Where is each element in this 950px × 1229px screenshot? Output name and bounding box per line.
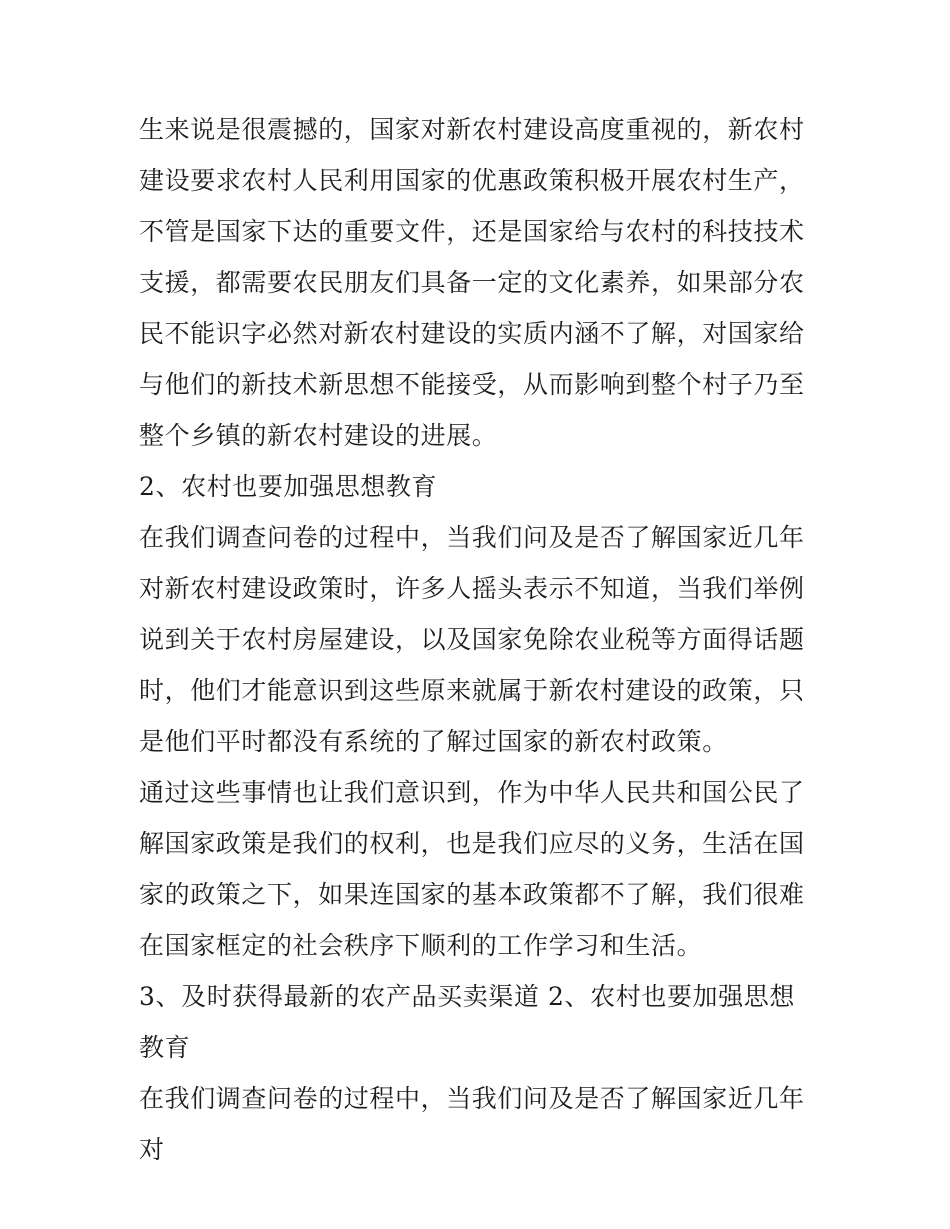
paragraph: 生来说是很震撼的，国家对新农村建设高度重视的，新农村建设要求农村人民利用国家的优惠政策积极开展农村生产，不管是国家下达的重要文件，还是国家给与农村的科技技术支援，都需要农民朋友们具备一定的文化素养，如果部分农民不能识字必然对新农村建设的实质内涵不了解，对国家给与他们的新技术新思想不能接受，从而影响到整个村子乃至整个乡镇的新农村建设的进展。 (139, 115, 805, 450)
document-body (139, 104, 819, 1175)
paragraph: 在我们调查问卷的过程中，当我们问及是否了解国家近几年对 (139, 1084, 805, 1164)
section-heading: 2、农村也要加强思想教育 (139, 472, 438, 501)
paragraph: 通过这些事情也让我们意识到，作为中华人民共和国公民了解国家政策是我们的权利，也是我们应尽的义务，生活在国家的政策之下，如果连国家的基本政策都不了解，我们很难在国家框定的社会秩序下顺利的工作学习和生活。 (139, 778, 805, 960)
section-heading: 3、及时获得最新的农产品买卖渠道 2、农村也要加强思想教育 (139, 982, 795, 1062)
paragraph: 在我们调查问卷的过程中，当我们问及是否了解国家近几年对新农村建设政策时，许多人摇头表示不知道，当我们举例说到关于农村房屋建设，以及国家免除农业税等方面得话题时，他们才能意识到这些原来就属于新农村建设的政策，只是他们平时都没有系统的了解过国家的新农村政策。 (139, 523, 805, 756)
